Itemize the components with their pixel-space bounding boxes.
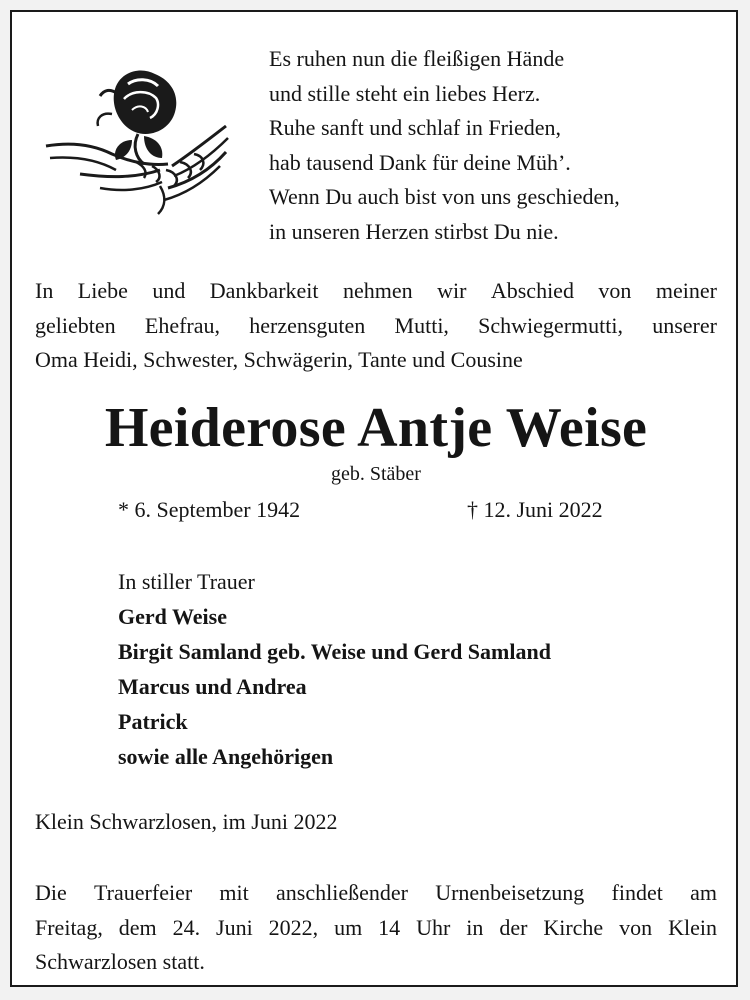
poem-line: und stille steht ein liebes Herz.: [269, 80, 541, 106]
word: der: [499, 914, 528, 940]
word: in: [466, 914, 484, 940]
word: nehmen: [342, 278, 413, 303]
intro-text: [35, 274, 717, 378]
word: Dankbarkeit: [209, 278, 319, 303]
poem: [269, 42, 620, 249]
poem-line: Ruhe sanft und schlaf in Frieden,: [269, 115, 562, 140]
word: wir: [437, 278, 467, 303]
service-line: [35, 911, 717, 946]
poem-line: Wenn Du auch bist von uns geschieden,: [269, 184, 620, 209]
word: Juni: [216, 914, 253, 940]
mourner-name: sowie alle Angehörigen: [118, 744, 334, 769]
word: um: [334, 914, 363, 940]
mourners-block: [118, 564, 551, 774]
word: herzensguten: [249, 312, 366, 338]
word: 2022,: [268, 914, 319, 940]
intro-line: Oma Heidi, Schwester, Schwägerin, Tante und Cousine: [35, 347, 523, 372]
word: Mutti,: [394, 312, 449, 338]
word: Ehefrau,: [144, 312, 220, 338]
word: 14: [378, 914, 401, 940]
word: Schwiegermutti,: [478, 312, 623, 338]
word: findet: [611, 880, 663, 905]
word: mit: [219, 880, 249, 905]
word: geliebten: [35, 312, 116, 338]
word: Die: [35, 880, 67, 905]
word: dem: [118, 914, 157, 940]
service-line: [35, 876, 717, 911]
deceased-name: Heiderose Antje Weise: [104, 397, 648, 459]
word: Urnenbeisetzung: [435, 880, 585, 905]
word: Klein: [668, 914, 717, 940]
word: Uhr: [416, 914, 451, 940]
mourning-heading: In stiller Trauer: [118, 569, 255, 594]
poem-line: in unseren Herzen stirbst Du nie.: [269, 218, 559, 244]
word: von: [619, 914, 653, 940]
maiden-name: geb. Stäber: [331, 463, 421, 485]
word: Trauerfeier: [94, 880, 193, 905]
intro-line: [35, 274, 717, 309]
word: unserer: [652, 312, 717, 338]
birth-date: * 6. September 1942: [118, 497, 301, 522]
word: Freitag,: [35, 914, 103, 940]
intro-line: [35, 309, 717, 344]
mourner-name: Birgit Samland geb. Weise und Gerd Samland: [118, 639, 551, 664]
service-notice: [35, 876, 717, 980]
place-date: Klein Schwarzlosen, im Juni 2022: [35, 809, 338, 834]
rose-in-hands-icon: [40, 54, 230, 219]
death-date: † 12. Juni 2022: [467, 497, 603, 522]
mourner-name: Marcus und Andrea: [118, 674, 307, 699]
mourner-name: Patrick: [118, 709, 188, 734]
word: 24.: [172, 914, 201, 940]
poem-line: Es ruhen nun die fleißigen Hände: [269, 46, 565, 71]
word: am: [690, 880, 717, 905]
obituary-notice: [10, 10, 738, 987]
word: und: [152, 278, 186, 303]
service-line: Schwarzlosen statt.: [35, 949, 205, 974]
word: anschließender: [276, 880, 408, 905]
word: meiner: [655, 278, 717, 303]
word: von: [598, 278, 632, 303]
poem-line: hab tausend Dank für deine Müh’.: [269, 149, 571, 175]
word: In: [35, 278, 54, 303]
word: Liebe: [77, 278, 128, 303]
mourner-name: Gerd Weise: [118, 604, 227, 629]
word: Abschied: [490, 278, 574, 303]
word: Kirche: [543, 914, 604, 940]
